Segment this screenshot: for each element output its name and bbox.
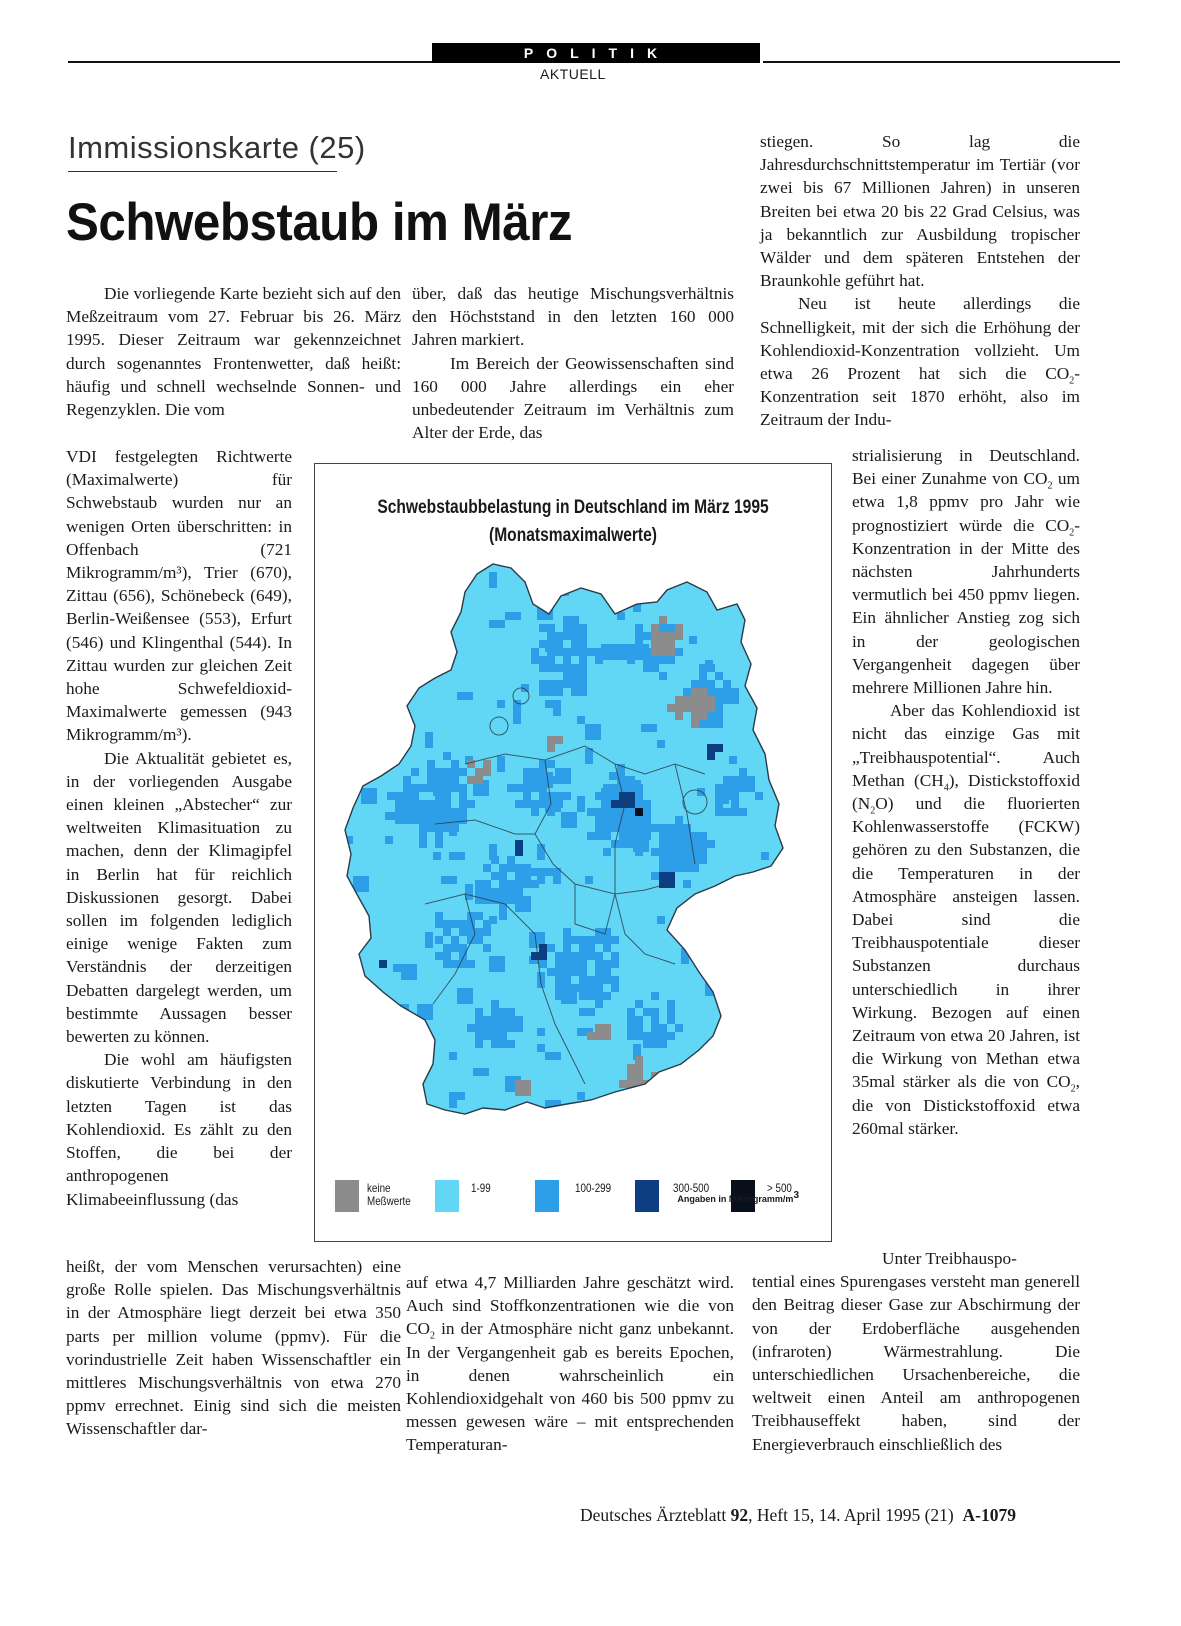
column-1-top bbox=[66, 282, 401, 421]
paragraph: Unter Treibhauspo- bbox=[882, 1249, 1017, 1268]
paragraph: Im Bereich der Geowissenschaften sind 160 000 Jahre allerdings ein eher unbedeutender Zeitraum im Verhältnis zum Alter der Erde, das bbox=[412, 353, 734, 443]
paragraph: über, daß das heutige Mischungsverhältnis den Höchststand in den letzten 160 000 Jahren markiert. bbox=[412, 284, 734, 350]
legend-label-300-500: 300-500 bbox=[673, 1181, 710, 1195]
paragraph: VDI festgelegten Richtwerte (Maximalwerte) für Schwebstaub wurden nur an wenigen Orten überschritten: in Offenbach (721 Mikrogramm/m³), Trier (670), Zittau (656), Schönebeck (649), Berlin-Weißensee (553), Erfurt (546) und Klingenthal (544). In Zittau wurden zur gleichen Zeit hohe Schwefeldioxid-Maximalwerte gemessen (943 Mikrogramm/m³). bbox=[66, 447, 292, 745]
paragraph: Aber das Kohlendioxid ist nicht das einzige Gas mit „Treibhauspotential“. Auch Methan $(CH_4)$, Distickstoffoxid $(N_2O)$ und die fluorierten Kohlenwasserstoffe (FCKW) gehören zu den Substanzen, die die Temperaturen in der Atmosphäre ansteigen lassen. Dabei sind die Treibhauspotentiale dieser Substanzen durchaus unterschiedlich in ihrer Wirkung. Bezogen auf einen Zeitraum von etwa 20 Jahren, ist die Wirkung von Methan etwa 35mal stärker als die von $CO_2$, die von Distickstoffoxid etwa 260mal stärker. bbox=[852, 701, 1080, 1138]
column-3-bottom bbox=[752, 1247, 1080, 1456]
column-1-bottom bbox=[66, 1255, 401, 1441]
column-3-narrow bbox=[852, 444, 1080, 1140]
paragraph: tential eines Spurengases versteht man generell den Beitrag dieser Gase zur Abschirmung der von der Erdoberfläche ausgehenden (infraroten) Wärmestrahlung. Die unterschiedlichen Ursachenbereiche, die weltweit einen Anteil am anthropogenen Treibhauseffekt haben, sind der Energieverbrauch einschließlich des bbox=[752, 1272, 1080, 1454]
legend-label-1-99: 1-99 bbox=[471, 1181, 491, 1195]
map-title: Schwebstaubbelastung in Deutschland im März 1995 (Monatsmaximalwerte) bbox=[377, 497, 769, 546]
legend-swatch-1-99 bbox=[435, 1180, 459, 1212]
paragraph: auf etwa 4,7 Milliarden Jahre geschätzt wird. Auch sind Stoffkonzentrationen wie die von $CO_2$ in der Atmosphäre nicht ganz unbekannt. In der Vergangenheit gab es bereits Epochen, in denen wahrscheinlich ein Kohlendioxidgehalt von 460 bis 500 ppmv zu messen gewesen wäre – mit entsprechenden Temperaturan- bbox=[406, 1273, 734, 1455]
paragraph: stiegen. So lag die Jahresdurchschnittstemperatur im Tertiär (vor zwei bis 67 Millionen Jahren) in unseren Breiten bei etwa 20 bis 22 Grad Celsius, was ja bekanntlich zur Ausbildung tropischer Wälder und dem späteren Entstehen der Braunkohle geführt hat. bbox=[760, 132, 1080, 291]
paragraph: Die Aktualität gebietet es, in der vorliegenden Ausgabe einen kleinen „Abstecher“ zur weltweiten Klimasituation zu machen, denn der Klimagipfel in Berlin hat für reichlich Diskussionen gesorgt. Dabei sollen im folgenden lediglich einige wenige Fakten zum Verständnis der derzeitigen Debatten dargelegt werden, um bestimmte Aussagen besser bewerten zu können. bbox=[66, 748, 292, 1047]
map-legend bbox=[335, 1176, 815, 1216]
article-kicker: Immissionskarte (25) bbox=[68, 130, 366, 165]
germany-map bbox=[315, 464, 831, 1241]
kicker-underline bbox=[68, 171, 337, 172]
legend-label-no-data: keine Meßwerte bbox=[367, 1181, 411, 1208]
column-3-top bbox=[760, 130, 1080, 432]
page-footer: Deutsches Ärzteblatt 92, Heft 15, 14. April 1995 (21) A-1079 bbox=[580, 1505, 1016, 1525]
paragraph: strialisierung in Deutschland. Bei einer Zunahme von $CO_2$ um etwa 1,8 ppmv pro Jahr wie prognostiziert würde die $CO_2$-Konzentration in der Mitte des nächsten Jahrhunderts vermutlich bei 450 ppmv liegen. Ein ähnlicher Anstieg zog sich in der geologischen Vergangenheit dagegen über mehrere Millionen Jahre hin. bbox=[852, 446, 1080, 698]
column-2-top bbox=[412, 282, 734, 444]
legend-label-100-299: 100-299 bbox=[575, 1181, 612, 1195]
map-figure bbox=[314, 463, 832, 1242]
section-label: POLITIK bbox=[432, 43, 762, 63]
column-2-bottom bbox=[406, 1271, 734, 1457]
paragraph: Neu ist heute allerdings die Schnelligkeit, mit der sich die Erhöhung der Kohlendioxid-Konzentration vollzieht. Um etwa 26 Prozent hat sich die $CO_2$-Konzentration seit 1870 erhöht, also im Zeitraum der Indu- bbox=[760, 294, 1080, 430]
paragraph: Die wohl am häufigsten diskutierte Verbindung in den letzten Tagen ist das Kohlendioxid. Es zählt zu den Stoffen, die bei der anthropogenen Klimabeeinflussung (das bbox=[66, 1050, 292, 1209]
legend-swatch-300-500 bbox=[635, 1180, 659, 1212]
legend-label-over-500: > 500 bbox=[767, 1181, 792, 1195]
paragraph: heißt, der vom Menschen verursachten) eine große Rolle spielen. Das Mischungsverhältnis in der Atmosphäre liegt derzeit bei etwa 350 parts per million volume (ppmv). Für die vorindustrielle Zeit haben Wissenschaftler ein mittleres Mischungsverhältnis von etwa 270 ppmv errechnet. Einig sind sich die meisten Wissenschaftler dar- bbox=[66, 1257, 401, 1439]
article-headline: Schwebstaub im März bbox=[66, 193, 573, 252]
paragraph: Die vorliegende Karte bezieht sich auf den Meßzeitraum vom 27. Februar bis 26. März 1995. Dieser Zeitraum war gekennzeichnet durch sogenanntes Frontenwetter, daß heißt: häufig und schnell wechselnde Sonnen- und Regenzyklen. Die vom bbox=[66, 284, 401, 420]
subsection-label: AKTUELL bbox=[540, 66, 606, 82]
legend-swatch-no-data bbox=[335, 1180, 359, 1212]
concentration-raster bbox=[315, 554, 831, 1134]
column-1-narrow bbox=[66, 445, 292, 1211]
legend-swatch-100-299 bbox=[535, 1180, 559, 1212]
legend-unit-note: Angaben in Mikrogramm/$m^3$ bbox=[677, 1190, 799, 1204]
